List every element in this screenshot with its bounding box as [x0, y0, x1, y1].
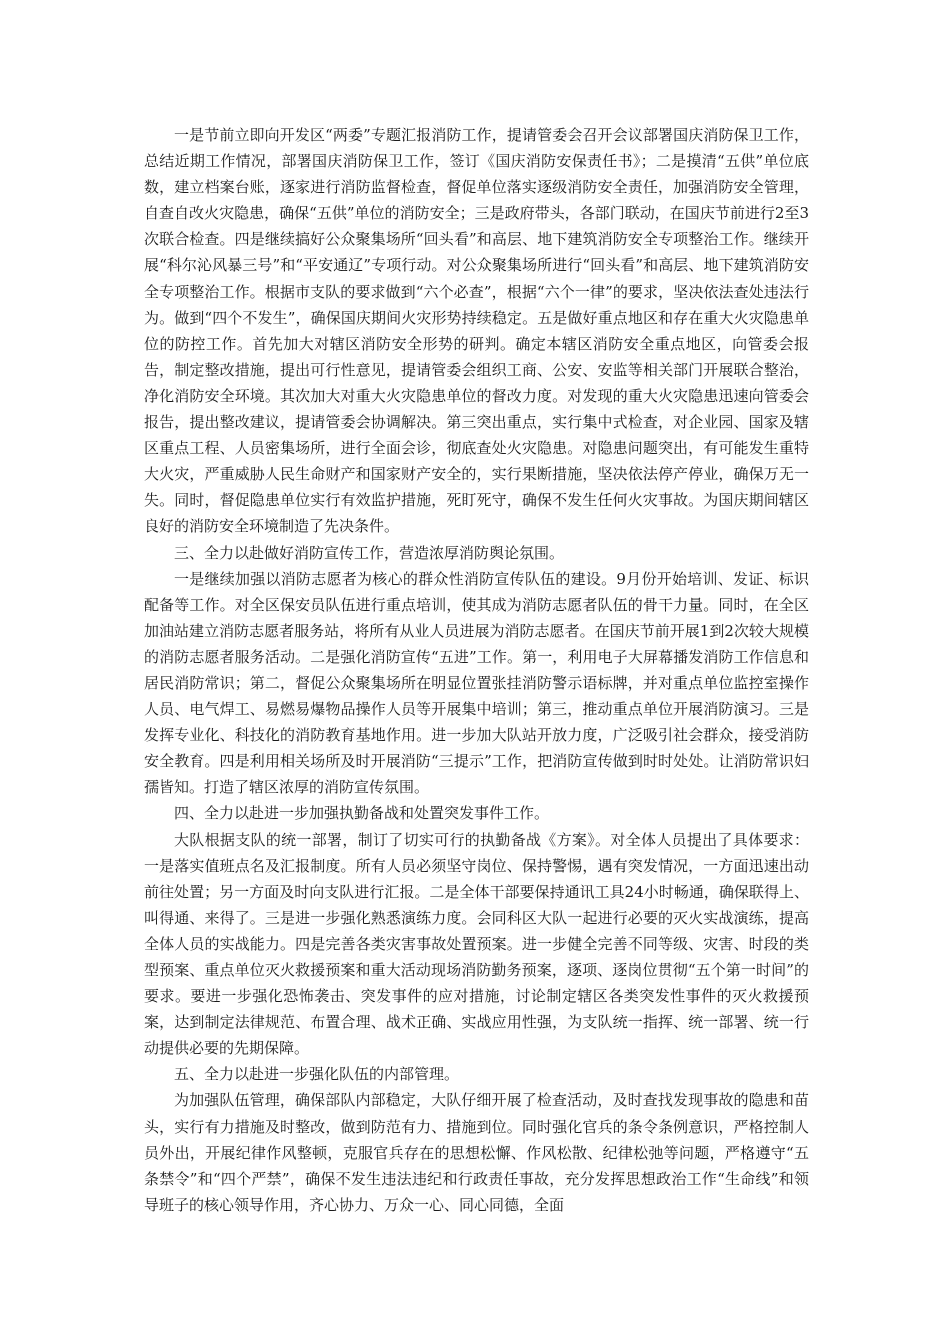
paragraph-publicity: 一是继续加强以消防志愿者为核心的群众性消防宣传队伍的建设。9月份开始培训、发证、标识配备等工作。对全区保安员队伍进行重点培训，使其成为消防志愿者队伍的骨干力量。同时，在全区加油站建立消防志愿者服务站，将所有从业人员进展为消防志愿者。在国庆节前开展1到2次较大规模的消防志愿者服务活动。二是强化消防宣传“五进”工作。第一，利用电子大屏幕播发消防工作信息和居民消防常识；第二，督促公众聚集场所在明显位置张挂消防警示语标牌，并对重点单位监控室操作人员、电气焊工、易燃易爆物品操作人员等开展集中培训；第三，推动重点单位开展消防演习。三是发挥专业化、科技化的消防教育基地作用。进一步加大队站开放力度，广泛吸引社会群众，接受消防安全教育。四是利用相关场所及时开展消防“三提示”工作，把消防宣传做到时时处处。让消防常识妇孺皆知。打造了辖区浓厚的消防宣传氛围。: [144, 569, 809, 797]
section-heading-internal-management: 五、全力以赴进一步强化队伍的内部管理。: [174, 1065, 460, 1084]
section-heading-publicity: 三、全力以赴做好消防宣传工作，营造浓厚消防舆论氛围。: [174, 543, 565, 562]
paragraph-internal-management: 为加强队伍管理，确保部队内部稳定，大队仔细开展了检查活动，及时查找发现事故的隐患和苗头，实行有力措施及时整改，做到防范有力、措施到位。同时强化官兵的条令条例意识，严格控制人员外出，开展纪律作风整顿，克服官兵存在的思想松懈、作风松散、纪律松弛等问题，严格遵守“五条禁令”和“四个严禁”，确保不发生违法违纪和行政责任事故，充分发挥思想政治工作“生命线”和领导班子的核心领导作用，齐心协力、万众一心、同心同德，全面: [144, 1091, 809, 1214]
document-body: [144, 122, 809, 1218]
section-heading-duty-readiness: 四、全力以赴进一步加强执勤备战和处置突发事件工作。: [174, 804, 550, 823]
paragraph-holiday-measures: 一是节前立即向开发区“两委”专题汇报消防工作，提请管委会召开会议部署国庆消防保卫工作，总结近期工作情况，部署国庆消防保卫工作，签订《国庆消防安保责任书》；二是摸清“五供”单位底数，建立档案台账，逐家进行消防监督检查，督促单位落实逐级消防安全责任，加强消防安全管理，自查自改火灾隐患，确保“五供”单位的消防安全；三是政府带头，各部门联动，在国庆节前进行2至3次联合检查。四是继续搞好公众聚集场所“回头看”和高层、地下建筑消防安全专项整治工作。继续开展“科尔沁风暴三号”和“平安通辽”专项行动。对公众聚集场所进行“回头看”和高层、地下建筑消防安全专项整治工作。根据市支队的要求做到“六个必查”，根据“六个一律”的要求，坚决依法查处违法行为。做到“四个不发生”，确保国庆期间火灾形势持续稳定。五是做好重点地区和存在重大火灾隐患单位的防控工作。首先加大对辖区消防安全形势的研判。确定本辖区消防安全重点地区，向管委会报告，制定整改措施，提出可行性意见，提请管委会组织工商、公安、安监等相关部门开展联合整治，净化消防安全环境。其次加大对重大火灾隐患单位的督改力度。对发现的重大火灾隐患迅速向管委会报告，提出整改建议，提请管委会协调解决。第三突出重点，实行集中式检查，对企业园、国家及辖区重点工程、人员密集场所，进行全面会诊，彻底查处火灾隐患。对隐患问题突出，有可能发生重特大火灾，严重威胁人民生命财产和国家财产安全的，实行果断措施，坚决依法停产停业，确保万无一失。同时，督促隐患单位实行有效监护措施，死盯死守，确保不发生任何火灾事故。为国庆期间辖区良好的消防安全环境制造了先决条件。: [144, 126, 809, 536]
paragraph-duty-readiness: 大队根据支队的统一部署，制订了切实可行的执勤备战《方案》。对全体人员提出了具体要求：一是落实值班点名及汇报制度。所有人员必须坚守岗位、保持警惕，遇有突发情况，一方面迅速出动前往处置；另一方面及时向支队进行汇报。二是全体干部要保持通讯工具24小时畅通，确保联得上、叫得通、来得了。三是进一步强化熟悉演练力度。会同科区大队一起进行必要的灭火实战演练，提高全体人员的实战能力。四是完善各类灾害事故处置预案。进一步健全完善不同等级、灾害、时段的类型预案、重点单位灭火救援预案和重大活动现场消防勤务预案，逐项、逐岗位贯彻“五个第一时间”的要求。要进一步强化恐怖袭击、突发事件的应对措施，讨论制定辖区各类突发性事件的灭火救援预案，达到制定法律规范、布置合理、战术正确、实战应用性强，为支队统一指挥、统一部署、统一行动提供必要的先期保障。: [144, 830, 809, 1058]
